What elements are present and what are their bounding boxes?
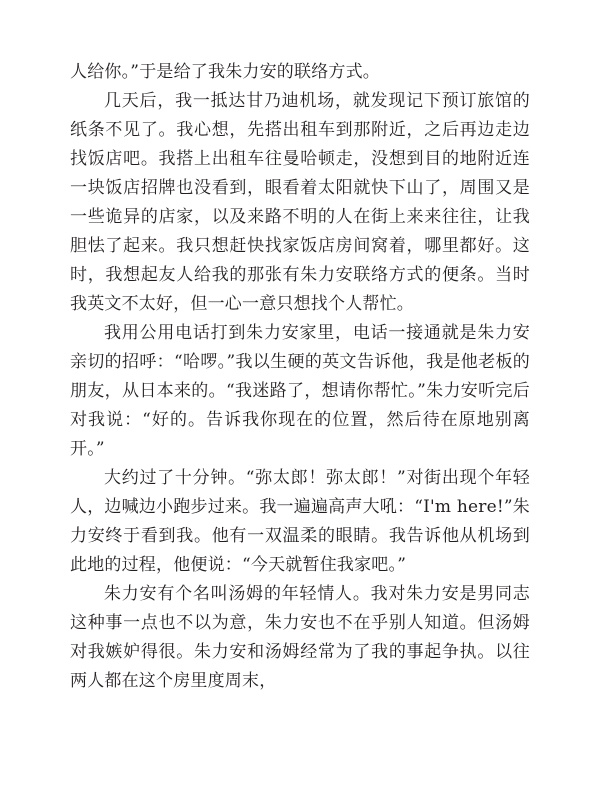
paragraph-2: 几天后，我一抵达甘乃迪机场，就发现记下预订旅馆的纸条不见了。我心想，先搭出租车到那附近，之后再边走边找饭店吧。我搭上出租车往曼哈顿走，没想到目的地附近连一块饭店招牌也没看到，眼看着太阳就快下山了，周围又是一些诡异的店家，以及来路不明的人在街上来来往往，让我胆怯了起来。我只想赶快找家饭店房间窝着，哪里都好。这时，我想起友人给我的那张有朱力安联络方式的便条。当时我英文不太好，但一心一意只想找个人帮忙。 bbox=[70, 91, 530, 314]
paragraph-1: 人给你。”于是给了我朱力安的联络方式。 bbox=[70, 62, 380, 82]
body-text bbox=[70, 58, 530, 696]
paragraph-4: 大约过了十分钟。“弥太郎！弥太郎！”对街出现个年轻人，边喊边小跑步过来。我一遍遍高声大吼：“I'm here!”朱力安终于看到我。他有一双温柔的眼睛。我告诉他从机场到此地的过程，他便说：“今天就暂住我家吧。” bbox=[70, 468, 530, 575]
paragraph-5: 朱力安有个名叫汤姆的年轻情人。我对朱力安是男同志这种事一点也不以为意，朱力安也不在乎别人知道。但汤姆对我嫉妒得很。朱力安和汤姆经常为了我的事起争执。以往两人都在这个房里度周末， bbox=[70, 584, 530, 691]
paragraph-3: 我用公用电话打到朱力安家里，电话一接通就是朱力安亲切的招呼：“哈啰。”我以生硬的英文告诉他，我是他老板的朋友，从日本来的。“我迷路了，想请你帮忙。”朱力安听完后对我说：“好的。告诉我你现在的位置，然后待在原地别离开。” bbox=[70, 323, 530, 459]
